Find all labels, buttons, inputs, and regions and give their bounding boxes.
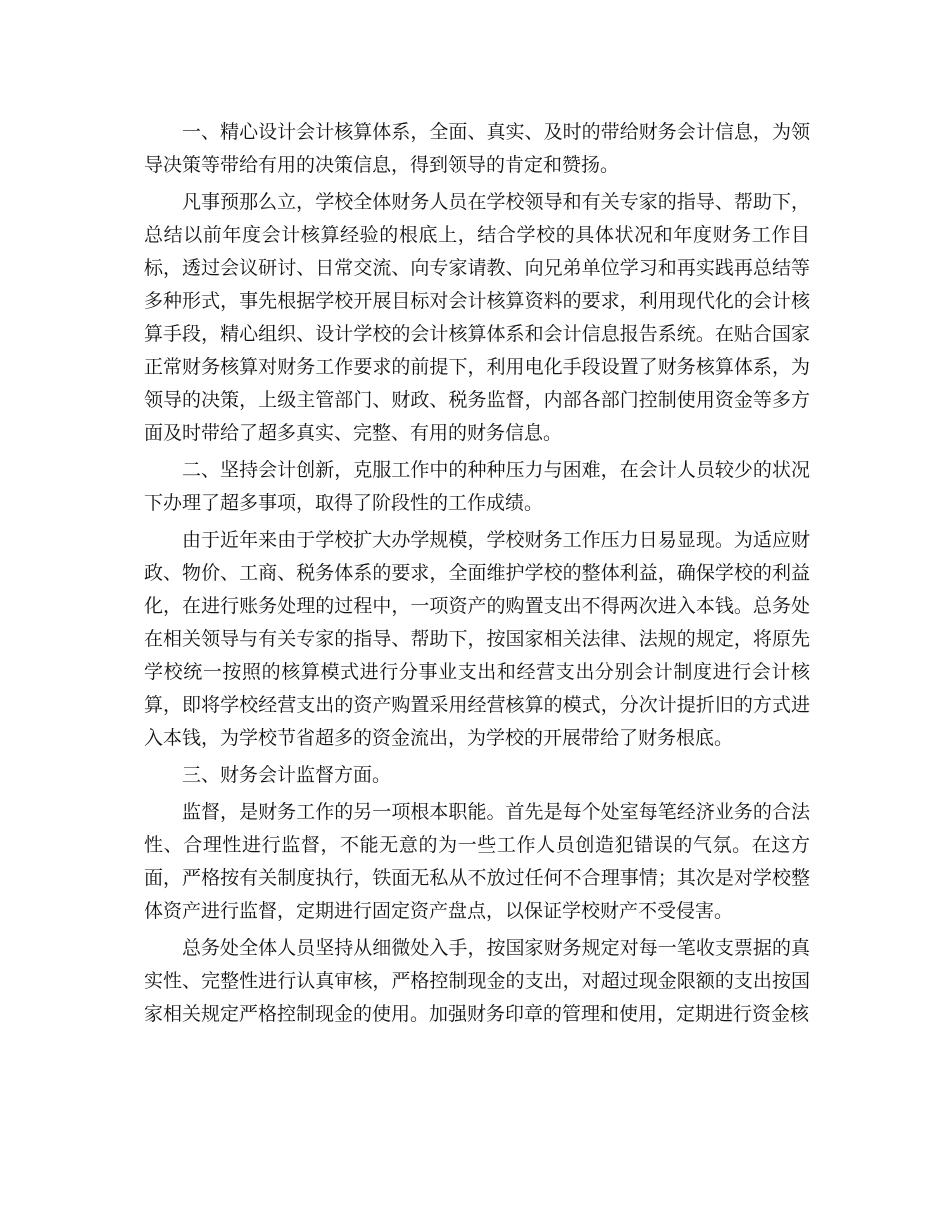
paragraph-2: 凡事预那么立，学校全体财务人员在学校领导和有关专家的指导、帮助下，总结以前年度会计核算经验的根底上，结合学校的具体状况和年度财务工作目标，透过会议研讨、日常交流、向专家请教、向兄弟单位学习和再实践再总结等多种形式，事先根据学校开展目标对会计核算资料的要求，利用现代化的会计核算手段，精心组织、设计学校的会计核算体系和会计信息报告系统。在贴合国家正常财务核算对财务工作要求的前提下，利用电化手段设置了财务核算体系，为领导的决策，上级主管部门、财政、税务监督，内部各部门控制使用资金等多方面及时带给了超多真实、完整、有用的财务信息。 xyxy=(144,191,810,444)
paragraph-3: 二、坚持会计创新，克服工作中的种种压力与困难，在会计人员较少的状况下办理了超多事项，取得了阶段性的工作成绩。 xyxy=(144,459,810,514)
paragraph-7: 总务处全体人员坚持从细微处入手，按国家财务规定对每一笔收支票据的真实性、完整性进行认真审核，严格控制现金的支出，对超过现金限额的支出按国家相关规定严格控制现金的使用。加强财务印章的管理和使用，定期进行资金核 xyxy=(144,937,810,1025)
paragraph-4: 由于近年来由于学校扩大办学规模，学校财务工作压力日易显现。为适应财政、物价、工商、税务体系的要求，全面维护学校的整体利益，确保学校的利益化，在进行账务处理的过程中，一项资产的购置支出不得两次进入本钱。总务处在相关领导与有关专家的指导、帮助下，按国家相关法律、法规的规定，将原先学校统一按照的核算模式进行分事业支出和经营支出分别会计制度进行会计核算，即将学校经营支出的资产购置采用经营核算的模式，分次计提折旧的方式进入本钱，为学校节省超多的资金流出，为学校的开展带给了财务根底。 xyxy=(144,529,810,749)
document-body xyxy=(144,116,810,1035)
paragraph-6: 监督，是财务工作的另一项根本职能。首先是每个处室每笔经济业务的合法性、合理性进行监督，不能无意的为一些工作人员创造犯错误的气氛。在这方面，严格按有关制度执行，铁面无私从不放过任何不合理事情；其次是对学校整体资产进行监督，定期进行固定资产盘点，以保证学校财产不受侵害。 xyxy=(144,801,810,922)
paragraph-5: 三、财务会计监督方面。 xyxy=(182,764,392,786)
paragraph-1: 一、精心设计会计核算体系，全面、真实、及时的带给财务会计信息，为领导决策等带给有用的决策信息，得到领导的肯定和赞扬。 xyxy=(144,121,810,176)
